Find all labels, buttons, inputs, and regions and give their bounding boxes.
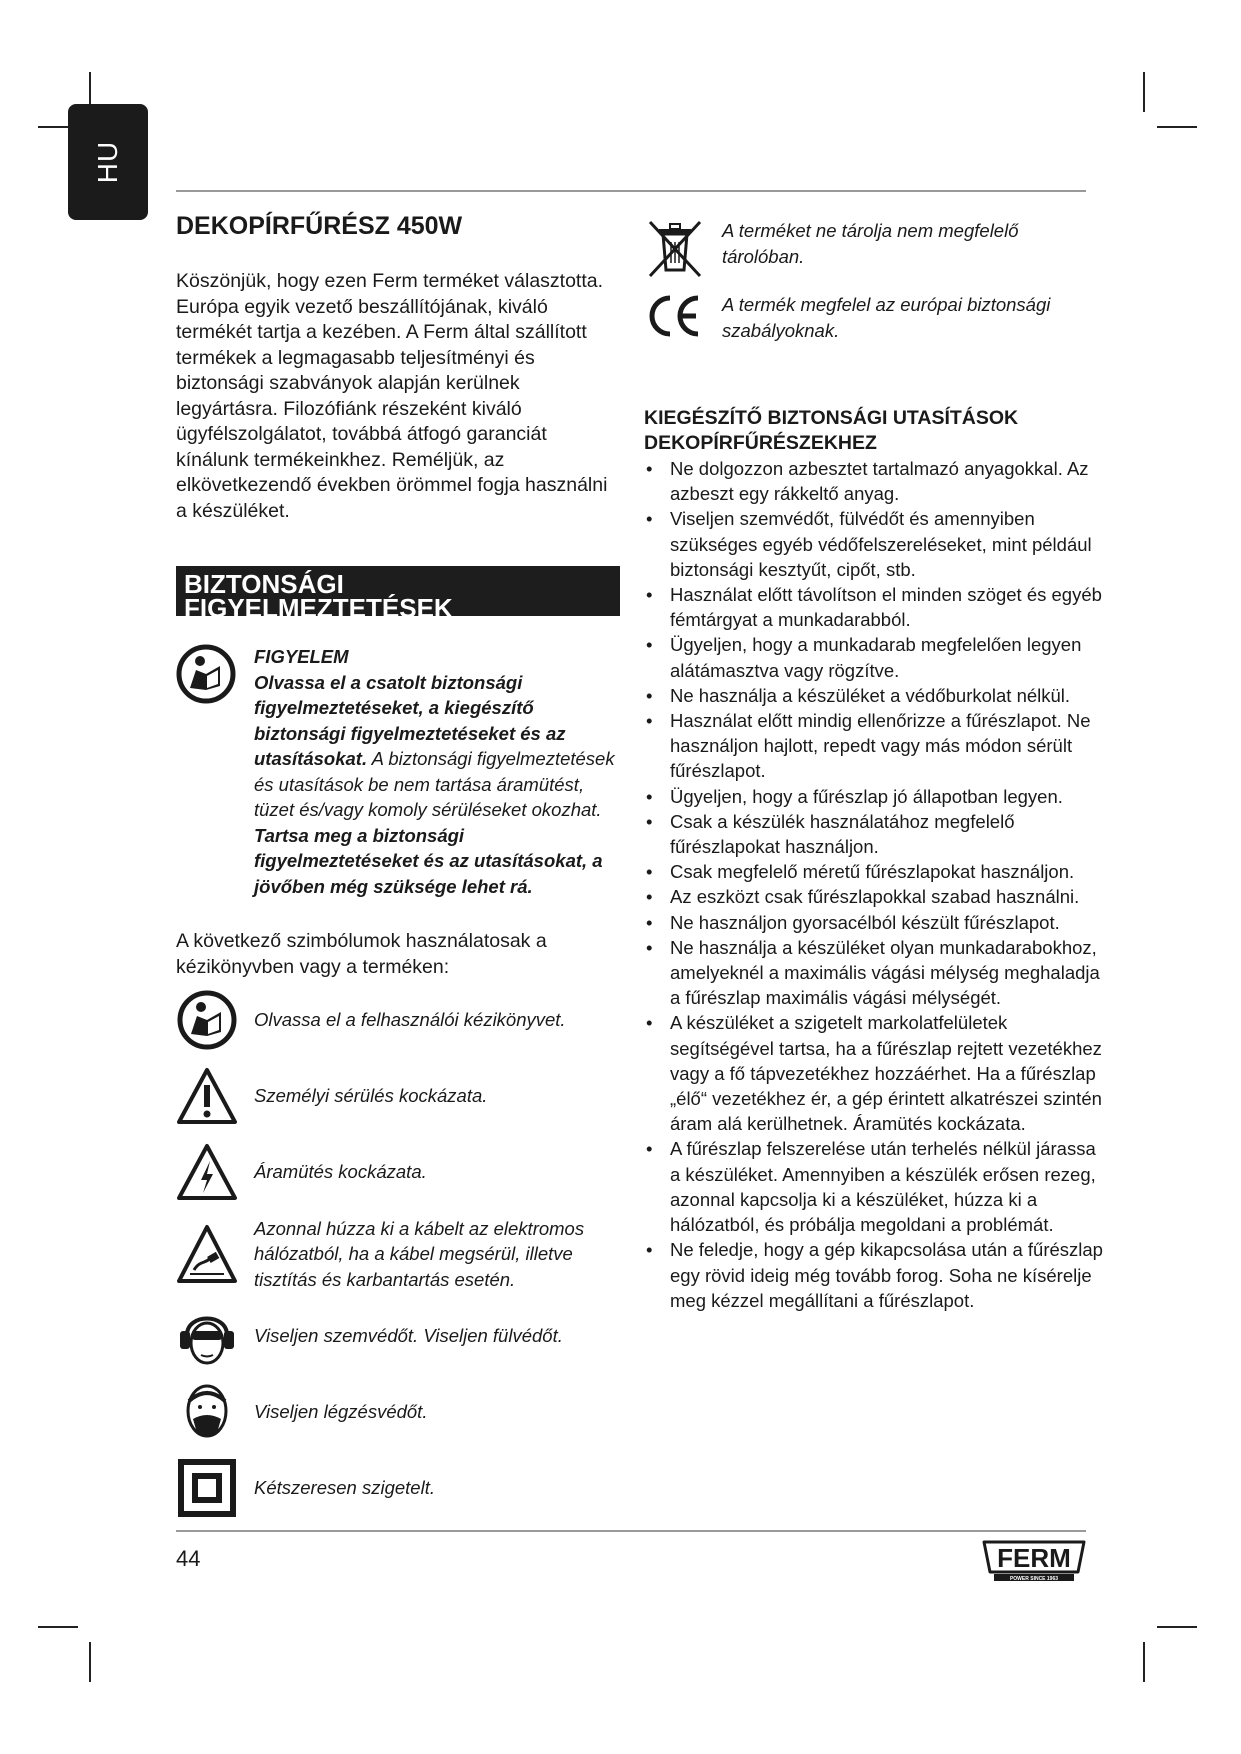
ce-mark-icon — [644, 292, 706, 352]
crop-mark — [38, 1626, 78, 1628]
section-heading: KIEGÉSZÍTŐ BIZTONSÁGI UTASÍTÁSOK DEKOPÍRFŰRÉSZEKHEZ — [644, 407, 1019, 454]
safety-bullet-list — [644, 456, 1104, 1313]
symbol-text: Kétszeresen szigetelt. — [254, 1477, 435, 1499]
eye-ear-protection-icon — [176, 1305, 238, 1367]
safety-banner — [176, 566, 620, 623]
symbol-row — [176, 1064, 620, 1128]
list-item: • Az eszközt csak fűrészlapokkal szabad használni. — [644, 884, 1104, 909]
symbol-row — [176, 1380, 620, 1444]
symbols-intro: A következő szimbólumok használatosak a kézikönyvben vagy a terméken: — [176, 930, 547, 978]
list-item: • Csak megfelelő méretű fűrészlapokat használjon. — [644, 859, 1104, 884]
right-column — [644, 218, 1104, 1313]
list-item: • Használat előtt távolítson el minden szöget és egyéb fémtárgyat a munkadarabból. — [644, 582, 1104, 632]
list-item: • A fűrészlap felszerelése után terhelés nélkül járassa a készüléket. Amennyiben a készülék erősen rezeg, azonnal kapcsolja ki a készüléket, húzza ki a hálózatból, és próbálja megoldani a problémát. — [644, 1136, 1104, 1237]
read-manual-icon — [176, 644, 238, 899]
double-insulated-icon — [176, 1459, 238, 1517]
intro-paragraph: Köszönjük, hogy ezen Ferm terméket választotta. Európa egyik vezető beszállítójának, kiváló termékét tartja a kezében. A Ferm által szállított termékek a legmagasabb teljesítményi és biztonsági szabványok alapján kerülnek legyártásra. Filozófiánk részeként kiváló ügyfélszolgálatot, továbbá átfogó garanciát kínálunk termékeinkhez. Reméljük, az elkövetkezendő években örömmel fogja használni a készüléket. — [176, 270, 608, 522]
list-item: • Ne feledje, hogy a gép kikapcsolása után a fűrészlap egy rövid ideig még tovább forog. Soha ne kísérelje meg kézzel megállítani a fűrészlapot. — [644, 1237, 1104, 1313]
respirator-icon — [176, 1381, 238, 1443]
crop-mark — [1157, 126, 1197, 128]
page-number: 44 — [176, 1546, 201, 1571]
symbol-text: Áramütés kockázata. — [254, 1161, 427, 1183]
symbol-row — [176, 1140, 620, 1204]
symbol-row — [644, 218, 1104, 284]
list-item: • Ügyeljen, hogy a munkadarab megfelelően legyen alátámasztva vagy rögzítve. — [644, 632, 1104, 682]
symbol-row — [176, 1304, 620, 1368]
list-item: • Ne használjon gyorsacélból készült fűrészlapot. — [644, 910, 1104, 935]
logo-text: FERM — [997, 1543, 1071, 1573]
warning-block — [176, 644, 620, 899]
banner-line-2: FIGYELMEZTETÉSEK — [184, 593, 453, 623]
warning-heading: FIGYELEM — [254, 646, 349, 667]
list-item: • Viseljen szemvédőt, fülvédőt és amennyiben szükséges egyéb védőfelszereléseket, mint például biztonsági kesztyűt, cipőt, stb. — [644, 506, 1104, 582]
list-item: • Csak a készülék használatához megfelelő fűrészlapokat használjon. — [644, 809, 1104, 859]
language-label: HU — [92, 140, 123, 184]
crop-mark — [1143, 72, 1145, 112]
symbol-row — [176, 1214, 620, 1294]
crossed-bin-icon — [644, 218, 706, 284]
symbol-text: Viseljen szemvédőt. Viseljen fülvédőt. — [254, 1325, 563, 1347]
symbol-text: A terméket ne tárolja nem megfelelő tárolóban. — [722, 220, 1019, 267]
symbol-text: Viseljen légzésvédőt. — [254, 1401, 428, 1423]
crop-mark — [1157, 1626, 1197, 1628]
list-item: • Ügyeljen, hogy a fűrészlap jó állapotban legyen. — [644, 784, 1104, 809]
list-item: • Használat előtt mindig ellenőrizze a fűrészlapot. Ne használjon hajlott, repedt vagy más módon sérült fűrészlapot. — [644, 708, 1104, 784]
warning-bold-2: Tartsa meg a biztonsági figyelmeztetéseket és az utasításokat, a jövőben még szüksége lehet rá. — [254, 824, 603, 897]
electric-shock-icon — [176, 1143, 238, 1201]
ferm-logo — [982, 1538, 1086, 1582]
symbol-text: Személyi sérülés kockázata. — [254, 1085, 488, 1107]
symbol-text: A termék megfelel az európai biztonsági szabályoknak. — [722, 294, 1051, 341]
footer-rule — [176, 1530, 1086, 1532]
list-item: • Ne használja a készüléket a védőburkolat nélkül. — [644, 683, 1104, 708]
symbol-row — [176, 988, 620, 1052]
unplug-icon — [176, 1224, 238, 1284]
symbol-text: Olvassa el a felhasználói kézikönyvet. — [254, 1009, 566, 1031]
crop-mark — [1143, 1642, 1145, 1682]
banner-line-1: BIZTONSÁGI — [184, 569, 344, 599]
list-item: • Ne használja a készüléket olyan munkadarabokhoz, amelyeknél a maximális vágási mélység meghaladja a fűrészlap maximális vágási mélységét. — [644, 935, 1104, 1011]
header-rule — [176, 190, 1086, 192]
language-tab — [68, 104, 148, 220]
crop-mark — [89, 1642, 91, 1682]
warning-triangle-icon — [176, 1067, 238, 1125]
list-item: • A készüléket a szigetelt markolatfelületek segítségével tartsa, ha a fűrészlap rejtett vezetékhez vagy a fő tápvezetékhez hozzáérhet. Ha a fűrészlap „élő“ vezetékhez ér, a gép érintett alkatrészei szintén áram alá kerülhetnek. Áramütés kockázata. — [644, 1010, 1104, 1136]
read-manual-icon — [176, 990, 238, 1050]
symbol-row — [176, 1456, 620, 1520]
logo-tagline: POWER SINCE 1963 — [1009, 1576, 1059, 1582]
left-column — [176, 212, 620, 1520]
warning-bold-1: Olvassa el a csatolt biztonsági figyelmeztetéseket, a kiegészítő biztonsági figyelmeztetéseket és az utasításokat. — [254, 671, 566, 769]
symbol-row — [644, 292, 1104, 352]
page-title: DEKOPÍRFŰRÉSZ 450W — [176, 212, 463, 240]
list-item: • Ne dolgozzon azbesztet tartalmazó anyagokkal. Az azbeszt egy rákkeltő anyag. — [644, 456, 1104, 506]
warning-text: A biztonsági figyelmeztetések és utasítások be nem tartása áramütést, tüzet és/vagy komoly sérüléseket okozhat. — [254, 748, 615, 820]
symbol-text: Azonnal húzza ki a kábelt az elektromos hálózatból, ha a kábel megsérül, illetve tisztítás és karbantartás esetén. — [254, 1217, 585, 1290]
